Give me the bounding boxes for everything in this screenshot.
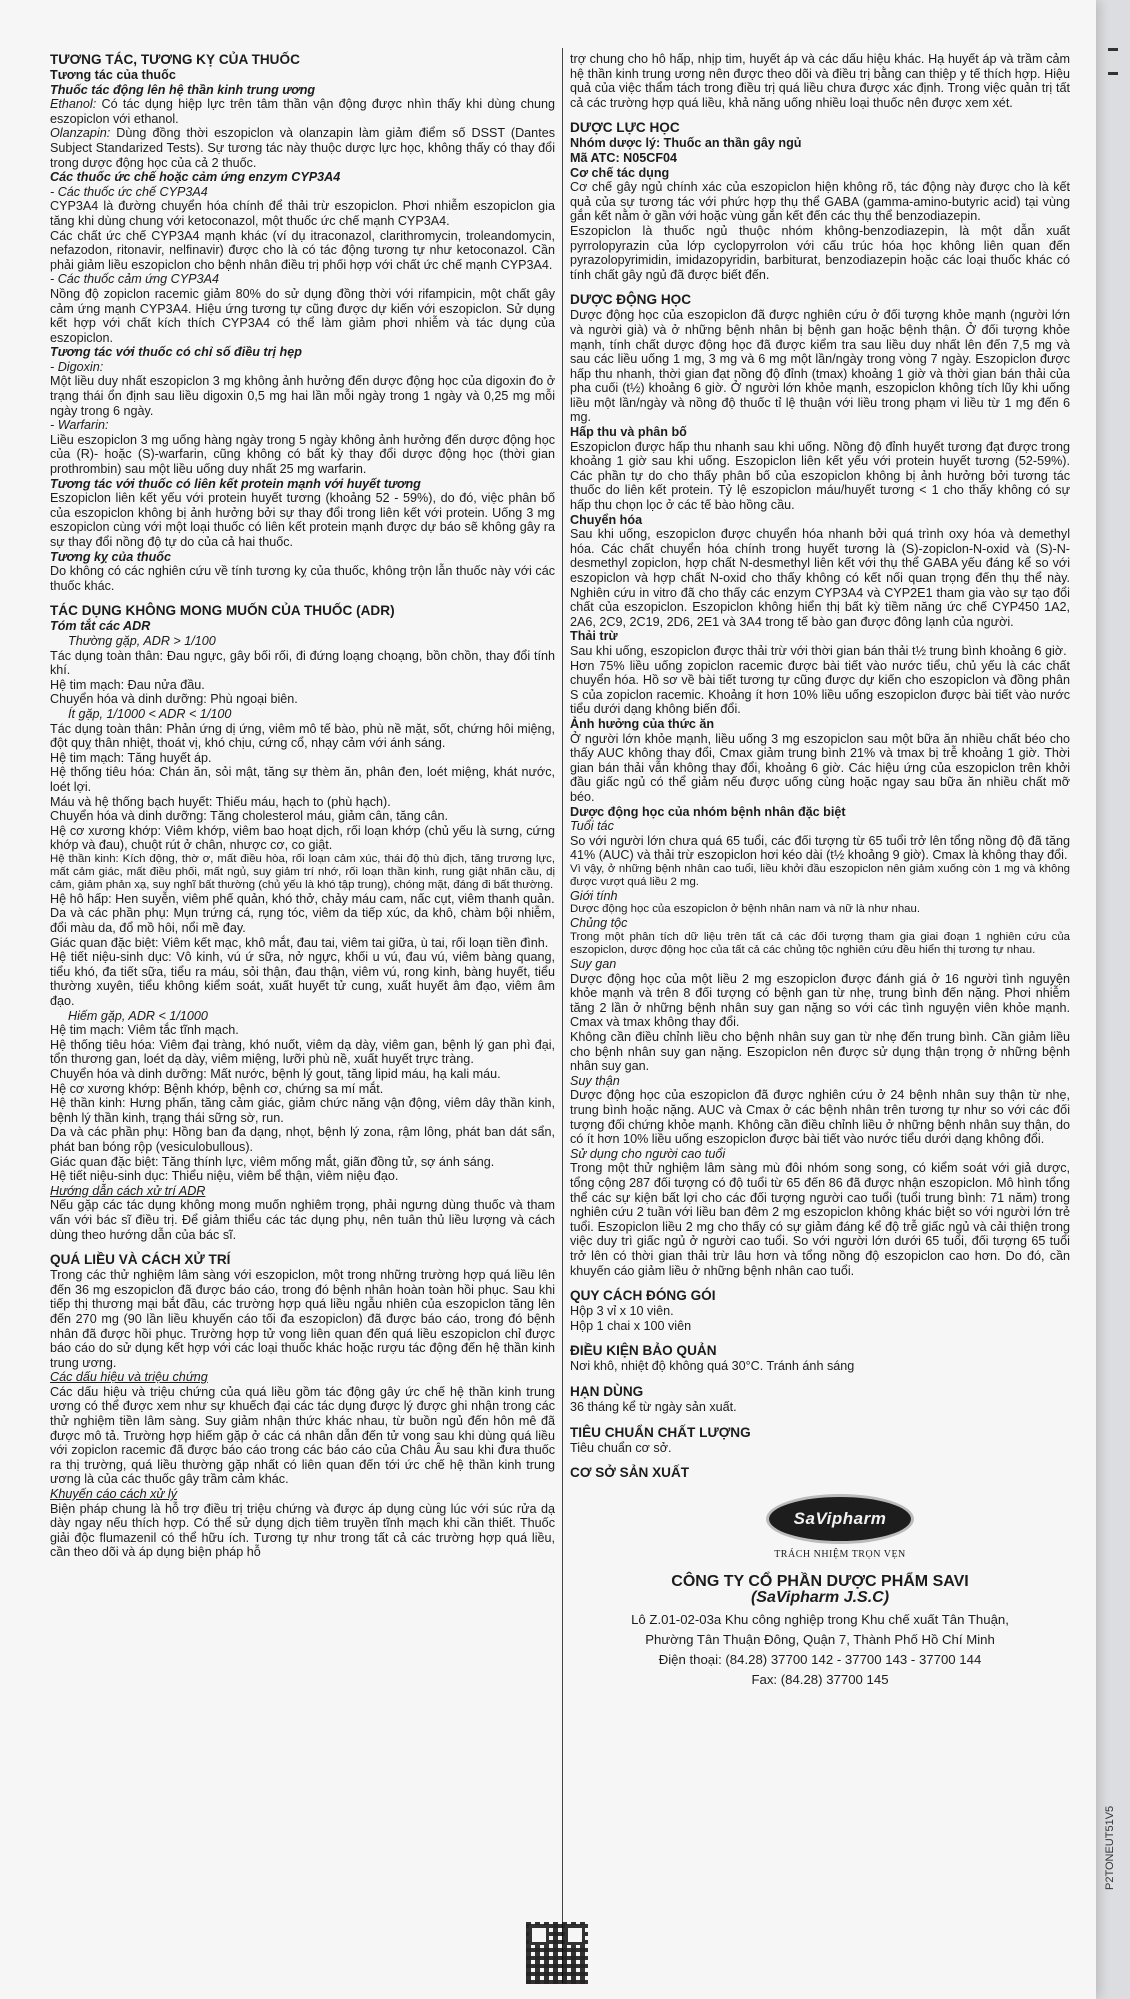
frequency-label: Ít gặp, 1/1000 < ADR < 1/100 <box>68 706 232 721</box>
paragraph: Hệ tim mạch: Viêm tắc tĩnh mạch. <box>50 1023 239 1038</box>
subheading: Suy gan <box>570 957 617 972</box>
section-title-pharmacodynamics: DƯỢC LỰC HỌC <box>570 120 680 136</box>
subheading: Thuốc tác động lên hệ thần kinh trung ương <box>50 82 316 97</box>
paragraph: Giác quan đặc biệt: Tăng thính lực, viêm mống mắt, giãn đồng tử, sợ ánh sáng. <box>50 1154 495 1169</box>
paragraph: Dược động học của eszopiclon ở bệnh nhân nam và nữ là như nhau. <box>570 903 921 916</box>
paragraph: Hệ tim mạch: Đau nửa đầu. <box>50 677 205 692</box>
subheading: - Các thuốc ức chế CYP3A4 <box>50 184 208 199</box>
subheading: Ảnh hưởng của thức ăn <box>570 716 715 731</box>
paragraph: Dược động học của eszopiclon đã được nghiên cứu ở 24 bệnh nhân suy thận từ nhẹ, trung bình hoặc nặng. AUC và Cmax ở các bệnh nhân trên tương tự như so với các đối tượng đối chứng khỏe mạnh. Không cần điều chỉnh liều ở những bệnh nhân suy thận, do có ít hơn 10% liều uống eszopiclon được bài tiết vào nước tiểu dưới dạng không đổi. <box>570 1088 1070 1147</box>
paragraph: Nồng độ zopiclon racemic giảm 80% do sử dụng đồng thời với rifampicin, một chất gây cảm ứng mạnh CYP3A4. Hiệu ứng tương tự cũng được dự kiến với eszopiclon. Sử dụng kết hợp với chất kích thích CYP3A4 có thể làm giảm phơi nhiễm và tác dụng của eszopiclon. <box>50 286 555 345</box>
phone-number: Điện thoại: (84.28) 37700 142 - 37700 143 - 37700 144 <box>658 1651 982 1667</box>
paragraph: Vì vậy, ở những bệnh nhân cao tuổi, liều khởi đầu eszopiclon nên giảm xuống còn 1 mg và không được vượt quá liều 2 mg. <box>570 862 1070 888</box>
company-address <box>570 1610 1070 1690</box>
paragraph: Dược động học của một liều 2 mg eszopiclon được đánh giá ở 16 người tình nguyện khỏe mạnh và trên 8 đối tượng có bệnh gan từ nhẹ, trung bình đến nặng. Phơi nhiễm tăng 2 lần ở những bệnh nhân suy gan nặng so với các tình nguyện viên khỏe mạnh. Cmax và tmax không thay đổi. <box>570 971 1070 1030</box>
paragraph: Eszopiclon được hấp thu nhanh sau khi uống. Nồng độ đỉnh huyết tương đạt được trong khoảng 1 giờ sau khi uống. Eszopiclon liên kết yếu với protein huyết tương (52-59%). Các phần tự do cho thấy phân bố của eszopiclon không bị ảnh hưởng bởi tương tác thuốc do liên kết protein. Tỷ lệ eszopiclon máu/huyết tương < 1 cho thấy không có sự hấp thu chọn lọc ở các tế bào hồng cầu. <box>570 439 1070 513</box>
frequency-label: Thường gặp, ADR > 1/100 <box>68 633 216 648</box>
subheading: Tương tác với thuốc có liên kết protein mạnh với huyết tương <box>50 476 421 491</box>
paragraph: Biện pháp chung là hỗ trợ điều trị triệu chứng và được áp dụng cùng lúc với súc rửa dạ dày ngay nếu thích hợp. Có thể sử dụng dịch tiêm truyền tĩnh mạch khi cần thiết. Thuốc giải độc flumazenil có thể hữu ích. Tương tự như trong tất cả các trường hợp quá liều, cần theo dõi và áp dụng biện pháp hỗ <box>50 1501 555 1560</box>
frequency-label: Hiếm gặp, ADR < 1/1000 <box>68 1008 208 1023</box>
subheading: Sử dụng cho người cao tuổi <box>570 1146 726 1161</box>
section-title-quality: TIÊU CHUẨN CHẤT LƯỢNG <box>570 1424 751 1440</box>
subheading: Khuyến cáo cách xử lý <box>50 1487 177 1502</box>
paragraph: Chuyển hóa và dinh dưỡng: Mất nước, bệnh lý gout, tăng lipid máu, hạ kali máu. <box>50 1067 501 1081</box>
column-divider <box>562 48 563 1983</box>
paragraph: Da và các phần phụ: Mụn trứng cá, rụng tóc, viêm da tiếp xúc, da khô, chàm bội nhiễm, đổi màu da, đổ mồ hôi, nổi mề đay. <box>50 906 555 936</box>
subheading: Giới tính <box>570 888 618 903</box>
company-name: CÔNG TY CỔ PHẦN DƯỢC PHẨM SAVI <box>671 1572 969 1590</box>
drug-group: Nhóm dược lý: Thuốc an thần gây ngủ <box>570 136 802 151</box>
address-line: Lô Z.01-02-03a Khu công nghiệp trong Khu chế xuất Tân Thuận, <box>631 1611 1009 1627</box>
subheading: Các dấu hiệu và triệu chứng <box>50 1370 208 1385</box>
logo-tagline: TRÁCH NHIỆM TRỌN VẸN <box>774 1549 906 1561</box>
paragraph: Hệ tiết niệu-sinh dục: Thiểu niệu, viêm bể thận, viêm niệu đạo. <box>50 1169 399 1184</box>
paragraph: Liều eszopiclon 3 mg uống hàng ngày trong 5 ngày không ảnh hưởng đến dược động học của (R)- hoặc (S)-warfarin, cũng không có bất kỳ thay đổi dược động học (thời gian prothrombin) sau một liều uống duy nhất 25 mg warfarin. <box>50 432 555 477</box>
subheading: Cơ chế tác dụng <box>570 165 670 180</box>
paragraph: CYP3A4 là đường chuyển hóa chính để thải trừ eszopiclon. Phơi nhiễm eszopiclon gia tăng khi dùng chung với ketoconazol, một thuốc ức chế mạnh CYP3A4. <box>50 199 555 228</box>
subheading: Chuyển hóa <box>570 512 643 527</box>
paragraph: Chuyển hóa và dinh dưỡng: Phù ngoại biên. <box>50 692 298 707</box>
paragraph: Nơi khô, nhiệt độ không quá 30°C. Tránh ánh sáng <box>570 1359 855 1374</box>
paragraph: Tiêu chuẩn cơ sở. <box>570 1440 672 1455</box>
side-print-code: P2TONEUT51V5 <box>1104 1805 1116 1890</box>
paragraph: trợ chung cho hô hấp, nhịp tim, huyết áp và các dấu hiệu khác. Hạ huyết áp và trầm cảm hệ thần kinh trung ương nên được theo dõi và điều trị bằng can thiệp y tế thích hợp. Hiệu quả của việc thẩm tách trong điều trị quá liều chưa được xác định. Trong việc quản trị tất cả các trường hợp quá liều, khả năng uống nhiều loại thuốc nên được xem xét. <box>570 52 1070 110</box>
paragraph: Không cần điều chỉnh liều cho bệnh nhân suy gan từ nhẹ đến trung bình. Cần giảm liều cho bệnh nhân suy gan nặng. Eszopiclon nên được sử dụng thận trọng ở những bệnh nhân suy gan. <box>570 1030 1070 1074</box>
paragraph: Sau khi uống, eszopiclon được chuyển hóa nhanh bởi quá trình oxy hóa và demethyl hóa. Các chất chuyển hóa chính trong huyết tương là (S)-zopiclon-N-oxid và (S)-N-desmethyl zopiclon, hợp chất N-desmethyl liên kết với thụ thể GABA yếu đáng kể so với eszopiclon và hợp chất N-oxid cho thấy không có kết nối quan trọng đến thụ thể này. Nghiên cứu in vitro đã cho thấy các enzym CYP3A4 và CYP2E1 tham gia vào sự tạo đổi chất của eszopiclon. Eszopiclon không hiển thị bất kỳ tiềm năng ức chế CYP450 1A2, 2A6, 2C9, 2C19, 2D6, 2E1 và 3A4 trong tế bào gan được đông lạnh của người. <box>570 527 1070 629</box>
paragraph: Tác dụng toàn thân: Phản ứng dị ứng, viêm mô tế bào, phù nề mặt, sốt, chứng hôi miệng, đột quỵ thân nhiệt, thoát vị, khó chịu, cứng cổ, nhạy cảm với ánh sáng. <box>50 721 555 751</box>
paragraph: Hệ thống tiêu hóa: Viêm đại tràng, khó nuốt, viêm dạ dày, viêm gan, bệnh lý gan phì đại, tổn thương gan, loét dạ dày, viêm miệng, lưỡi phù nề, xuất huyết trực tràng. <box>50 1037 555 1067</box>
subheading: Dược động học của nhóm bệnh nhân đặc biệt <box>570 804 846 819</box>
section-title-adr: TÁC DỤNG KHÔNG MONG MUỐN CỦA THUỐC (ADR) <box>50 603 395 619</box>
paragraph: Hệ cơ xương khớp: Viêm khớp, viêm bao hoạt dịch, rối loạn khớp (chủ yếu là sưng, cứng khớp và đau), chuột rút ở chân, nhược cơ, co giật. <box>50 823 555 853</box>
section-title-interactions: TƯƠNG TÁC, TƯƠNG KỴ CỦA THUỐC <box>50 52 300 67</box>
company-brand: (SaVipharm J.S.C) <box>750 1589 890 1607</box>
fax-number: Fax: (84.28) 37700 145 <box>751 1671 889 1687</box>
paragraph: Hệ thống tiêu hóa: Chán ăn, sỏi mật, tăng sự thèm ăn, phân đen, loét miệng, khát nước, loét lợi. <box>50 765 555 794</box>
address-line: Phường Tân Thuận Đông, Quận 7, Thành Phố Hồ Chí Minh <box>645 1631 995 1647</box>
subheading: Tương tác với thuốc có chỉ số điều trị hẹp <box>50 345 302 360</box>
subheading: Hướng dẫn cách xử trí ADR <box>50 1183 206 1198</box>
paragraph: Eszopiclon là thuốc ngủ thuộc nhóm không-benzodiazepin, là một dẫn xuất pyrrolopyrazin của lớp cyclopyrrolon với cấu trúc hóa học không liên quan đến pyrazolopyrimidin, imidazopyridin, barbiturat, benzodiazepin hoặc các loại thuốc khác có tính chất gây ngủ đã được biết đến. <box>570 223 1070 282</box>
subheading: - Các thuốc cảm ứng CYP3A4 <box>50 272 219 287</box>
paragraph: Hơn 75% liều uống zopiclon racemic được bài tiết vào nước tiểu, chủ yếu là các chất chuyển hóa. Hồ sơ về bài tiết tương tự cũng được dự kiến cho eszopiclon và đồng phân S của zopiclon racemic. Khoảng ít hơn 10% liều uống eszopiclon được bài tiết vào nước tiểu dưới dạng không biến đổi. <box>570 658 1070 717</box>
paragraph: Cơ chế gây ngủ chính xác của eszopiclon hiện không rõ, tác động này được cho là kết quả của sự tương tác với phức hợp thụ thể GABA (gamma-amino-butyric acid) tại vùng gắn kết nằm ở gần với hoặc vùng gắn kết đến các thụ thể benzodiazepin. <box>570 180 1070 224</box>
paragraph: Nếu gặp các tác dụng không mong muốn nghiêm trọng, phải ngưng dùng thuốc và tham vấn với bác sĩ điều trị. Để giảm thiểu các tác dụng phụ, nên tuân thủ liều lượng và cách dùng theo hướng dẫn của bác sĩ. <box>50 1198 555 1242</box>
edge-mark <box>1108 72 1118 75</box>
subheading: Suy thận <box>570 1073 620 1088</box>
paragraph: Hệ tim mạch: Tăng huyết áp. <box>50 750 212 765</box>
paragraph: Hệ hô hấp: Hen suyễn, viêm phế quản, khó thở, chảy máu cam, nấc cụt, viêm thanh quản. <box>50 891 555 906</box>
subheading: Tóm tắt các ADR <box>50 619 151 634</box>
paragraph: Giác quan đặc biệt: Viêm kết mạc, khô mắt, đau tai, viêm tai giữa, ù tai, rối loạn tiền đình. <box>50 935 549 950</box>
left-column <box>50 52 555 1560</box>
paragraph: Hệ tiết niệu-sinh dục: Vô kinh, vú ứ sữa, nở ngực, khối u vú, đau vú, viêm bàng quang, tiểu khó, đa tiết sữa, tiểu ra máu, sỏi thận, đau thận, viêm vú, rong kinh, bàng huyết, tiểu thường xuyên, tiểu không kiểm soát, xuất huyết tử cung, xuất huyết âm đạo, viêm âm đạo. <box>50 950 555 1009</box>
subheading: Các thuốc ức chế hoặc cảm ứng enzym CYP3A4 <box>50 170 341 185</box>
section-title-overdose: QUÁ LIỀU VÀ CÁCH XỬ TRÍ <box>50 1252 231 1268</box>
subheading: Tuổi tác <box>570 819 614 834</box>
paragraph: Dược động học của eszopiclon đã được nghiên cứu ở đối tượng khỏe mạnh (người lớn và người già) và ở những bệnh nhân bị bệnh gan hoặc bệnh thận. Ở đối tượng khỏe mạnh, tính chất dược động học đã được kiểm tra sau liều duy nhất lên đến 7,5 mg và sau các liều uống 1 mg, 3 mg và 6 mg một lần/ngày trong vòng 7 ngày. Eszopiclon được hấp thu nhanh, thời gian đạt nồng độ đỉnh (tmax) khoảng 1 giờ và thời gian bán thải của pha cuối (t½) khoảng 6 giờ. Ở người lớn khỏe mạnh, eszopiclon không tích lũy khi uống liều một lần/ngày và nồng độ thuốc tỉ lệ thuận với liều trong phạm vi liều từ 1 mg đến 6 mg. <box>570 308 1070 425</box>
packaging-item: Hộp 1 chai x 100 viên <box>570 1318 692 1333</box>
paragraph: Sau khi uống, eszopiclon được thải trừ với thời gian bán thải t½ trung bình khoảng 6 giờ. <box>570 643 1067 658</box>
paragraph: Do không có các nghiên cứu về tính tương kỵ của thuốc, không trộn lẫn thuốc này với các thuốc khác. <box>50 564 555 593</box>
subheading: - Digoxin: <box>50 359 104 374</box>
paragraph: Ở người lớn khỏe mạnh, liều uống 3 mg eszopiclon sau một bữa ăn nhiều chất béo cho thấy AUC không thay đổi, Cmax giảm trung bình 21% và tmax bị trễ khoảng 1 giờ. Thời gian bán thải vẫn không thay đổi, khoảng 6 giờ. Các hiệu ứng của eszopiclon trên khởi đầu giấc ngủ có thể giảm nếu được uống cùng hoặc ngay sau bữa ăn nhiều chất mỡ béo. <box>570 731 1070 804</box>
paragraph: Olanzapin: Dùng đồng thời eszopiclon và olanzapin làm giảm điểm số DSST (Dantes Subject Standarized Tests). Sự tương tác này thuộc dược lực học, không thấy có thay đổi trong dược động học của cả 2 thuốc. <box>50 126 555 170</box>
subheading: - Warfarin: <box>50 418 109 433</box>
subheading: Thải trừ <box>570 629 618 644</box>
paragraph: Hệ thần kinh: Hưng phấn, tăng cảm giác, giảm chức năng vận động, viêm dây thần kinh, bệnh lý thần kinh, trạng thái sững sờ, run. <box>50 1096 555 1125</box>
section-title-pharmacokinetics: DƯỢC ĐỘNG HỌC <box>570 292 692 308</box>
paragraph: Tác dụng toàn thân: Đau ngực, gây bối rối, đi đứng loạng choạng, bồn chồn, thay đổi tính khí. <box>50 648 555 678</box>
paragraph: 36 tháng kể từ ngày sản xuất. <box>570 1399 737 1414</box>
section-title-storage: ĐIỀU KIỆN BẢO QUẢN <box>570 1343 717 1359</box>
edge-mark <box>1108 48 1118 51</box>
right-column <box>570 52 1070 1690</box>
paragraph: Một liều duy nhất eszopiclon 3 mg không ảnh hưởng đến dược động học của digoxin đo ở trạng thái ổn định sau liều digoxin 0,5 mg hai lần mỗi ngày trong 1 ngày và 0,25 mg mỗi ngày trong 6 ngày. <box>50 374 555 418</box>
savipharm-logo-icon: SaVipharm <box>766 1494 914 1544</box>
paragraph: Trong các thử nghiệm lâm sàng với eszopiclon, một trong những trường hợp quá liều lên đến 36 mg eszopiclon đã được báo cáo, trong đó bệnh nhân hoàn toàn hồi phục. Sau khi tiếp thị thương mại bắt đầu, các trường hợp quá liều ngẫu nhiên của eszopiclon tăng lên đến 270 mg (90 lần liều khuyến cáo tối đa eszopiclon) đã được báo cáo, trong đó bệnh nhân đã được hồi phục. Trường hợp tử vong liên quan đến quá liều eszopiclon chỉ được báo cáo do sử dụng kết hợp với các loại thuốc khác hoặc rượu tác động đến hệ thần kinh trung ương. <box>50 1268 555 1370</box>
paragraph: Các chất ức chế CYP3A4 mạnh khác (ví dụ itraconazol, clarithromycin, troleandomycin, nefazodon, ritonavir, nelfinavir) được cho là có tác động tương tự như ketoconazol. Cần phải giảm liều eszopiclon cho bệnh nhân điều trị phối hợp với chất ức chế mạnh CYP3A4. <box>50 228 555 272</box>
paragraph: Máu và hệ thống bạch huyết: Thiếu máu, hạch to (phù hạch). <box>50 794 391 809</box>
subheading: Chủng tộc <box>570 916 628 931</box>
atc-code: Mã ATC: N05CF04 <box>570 150 678 165</box>
paragraph: So với người lớn chưa quá 65 tuổi, các đối tượng từ 65 tuổi trở lên tổng nồng độ đã tăng 41% (AUC) và thải trừ eszopiclon hơi kéo dài (t½ khoảng 9 giờ). Cmax là không thay đổi. <box>570 833 1070 863</box>
packaging-item: Hộp 3 vỉ x 10 viên. <box>570 1304 674 1319</box>
subheading: Tương tác của thuốc <box>50 68 176 82</box>
paragraph: Chuyển hóa và dinh dưỡng: Tăng cholesterol máu, giảm cân, tăng cân. <box>50 809 449 824</box>
paragraph: Trong một phân tích dữ liệu trên tất cả các đối tượng tham gia giai đoạn 1 nghiên cứu của eszopiclon, dược động học của tất cả các chủng tộc nghiên cứu đều hiển thị tương tự nhau. <box>570 931 1070 957</box>
section-title-packaging: QUY CÁCH ĐÓNG GÓI <box>570 1288 716 1304</box>
qr-code-icon <box>526 1922 588 1984</box>
paragraph: Hệ thần kinh: Kích động, thờ ơ, mất điều hòa, rối loạn cảm xúc, thái độ thù địch, tăng trương lực, mất cảm giác, mất điều phối, mất ngủ, suy giảm trí nhớ, rối loạn thần kinh, rung giật nhãn cầu, dị cảm, giảm phản xạ, suy nghĩ bất thường (chủ yếu là khó tập trung), chóng mặt, đáng đi bất thường. <box>50 852 555 891</box>
paragraph: Hệ cơ xương khớp: Bệnh khớp, bệnh cơ, chứng sa mí mắt. <box>50 1081 384 1096</box>
section-title-manufacturer: CƠ SỞ SẢN XUẤT <box>570 1465 690 1481</box>
manufacturer-logo <box>690 1494 990 1563</box>
subheading: Tương kỵ của thuốc <box>50 549 172 564</box>
paragraph: Các dấu hiệu và triệu chứng của quá liều gồm tác động gây ức chế hệ thần kinh trung ương có thể được xem như sự khuếch đại các tác dụng được lý được ghi nhận trong các thử nghiệm tiền lâm sàng. Suy giảm nhận thức khác nhau, từ buồn ngủ đến hôn mê đã được mô tả. Trường hợp hiếm gặp ở các cá nhân dẫn đến tử vong sau khi dùng quá liều với zopiclon racemic đã được báo cáo trong các báo cáo của Châu Âu sau khi đưa thuốc ra thị trường, quá liều thường gặp nhất có liên quan đến tới ức chế hệ thần kinh trung ương là của các thuốc gây trầm cảm khác. <box>50 1384 555 1487</box>
paragraph: Trong một thử nghiệm lâm sàng mù đôi nhóm song song, có kiểm soát với giả dược, tổng cộng 287 đối tượng có độ tuổi từ 65 đến 86 đã được nhận eszopiclon. Mô hình tổng thể các sự kiện bất lợi cho các đối tượng người cao tuổi (tuổi trung bình: 71 năm) trong nghiên cứu 2 tuần với liều ban đêm 2 mg eszopiclon không khác biệt so với người lớn trẻ tuổi. Eszopiclon liều 2 mg cho thấy có sự giảm đáng kể độ trễ giấc ngủ và cải thiện trong việc duy trì giấc ngủ ở người cao tuổi. So với người lớn dưới 65 tuổi, đối tượng 65 tuổi trở lên có thời gian thải trừ lâu hơn và tổng nồng độ eszopiclon cao hơn. Do đó, cần khuyến cáo giảm liều ở những bệnh nhân cao tuổi. <box>570 1161 1070 1278</box>
paragraph: Da và các phần phụ: Hồng ban đa dạng, nhọt, bệnh lý zona, rậm lông, phát ban dát sẩn, phát ban bóng rộp (vesiculobullous). <box>50 1125 555 1154</box>
paragraph: Eszopiclon liên kết yếu với protein huyết tương (khoảng 52 - 59%), do đó, việc phân bố của eszopiclon không bị ảnh hưởng bởi sự thay đổi trong liên kết với protein. Uống 3 mg eszopiclon cùng với một loại thuốc có liên kết protein mạnh được dự báo sẽ không gây ra sự thay đổi nồng độ tự do của cả hai thuốc. <box>50 491 555 549</box>
section-title-expiry: HẠN DÙNG <box>570 1383 644 1399</box>
paragraph: Ethanol: Có tác dụng hiệp lực trên tâm thần vận động được nhìn thấy khi dùng chung eszopiclon với ethanol. <box>50 97 555 126</box>
subheading: Hấp thu và phân bố <box>570 425 687 440</box>
